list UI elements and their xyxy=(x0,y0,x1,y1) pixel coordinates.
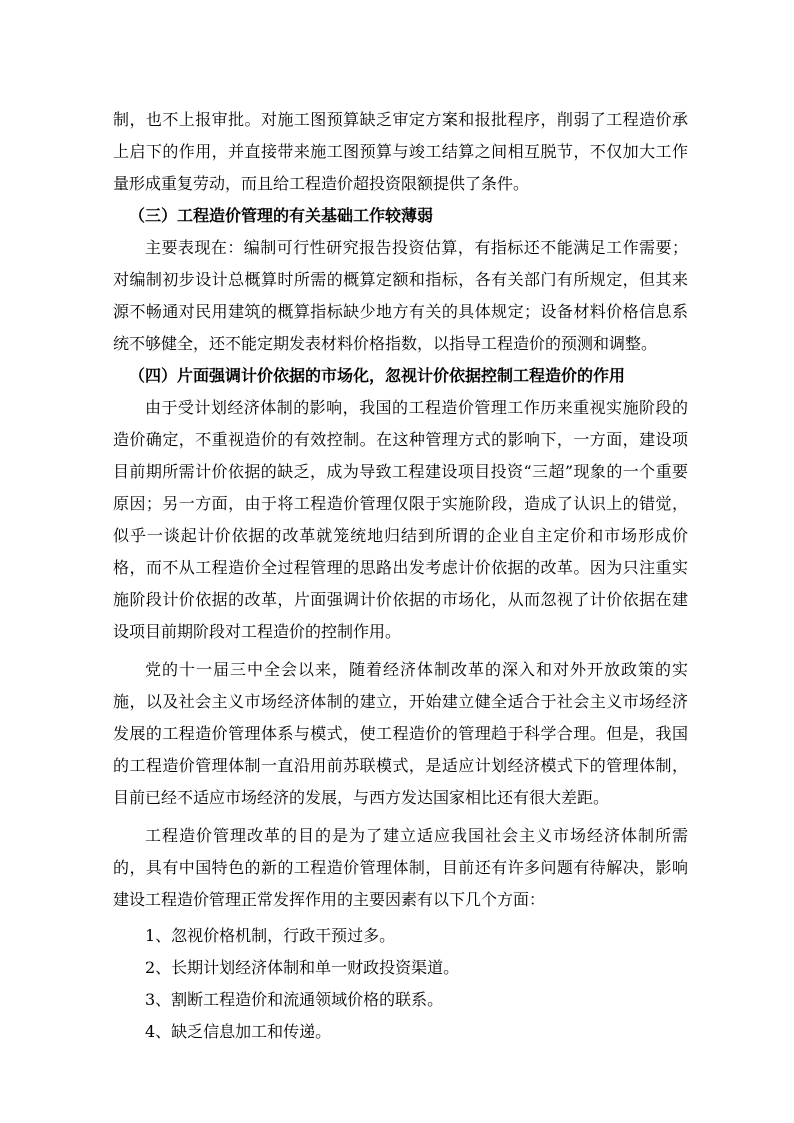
list-item-2: 2、长期计划经济体制和单一财政投资渠道。 xyxy=(145,958,460,977)
paragraph-continuation: 制，也不上报审批。对施工图预算缺乏审定方案和报批程序，削弱了工程造价承上启下的作用，并直接带来施工图预算与竣工结算之间相互脱节，不仅加大工作量形成重复劳动，而且给工程造价超投资限额提供了条件。 xyxy=(113,110,688,193)
paragraph-body: 工程造价管理改革的目的是为了建立适应我国社会主义市场经济体制所需的，具有中国特色的新的工程造价管理体制，目前还有许多问题有待解决，影响建设工程造价管理正常发挥作用的主要因素有以下几个方面： xyxy=(113,826,688,909)
document-body xyxy=(113,104,688,1048)
paragraph-body: 主要表现在：编制可行性研究报告投资估算，有指标还不能满足工作需要；对编制初步设计总概算时所需的概算定额和指标，各有关部门有所规定，但其来源不畅通对民用建筑的概算指标缺少地方有关的具体规定；设备材料价格信息系统不够健全，还不能定期发表材料价格指数，以指导工程造价的预测和调整。 xyxy=(113,238,688,353)
paragraph-body: 由于受计划经济体制的影响，我国的工程造价管理工作历来重视实施阶段的造价确定，不重视造价的有效控制。在这种管理方式的影响下，一方面，建设项目前期所需计价依据的缺乏，成为导致工程建设项目投资“三超”现象的一个重要原因；另一方面，由于将工程造价管理仅限于实施阶段，造成了认识上的错觉，似乎一谈起计价依据的改革就笼统地归结到所谓的企业自主定价和市场形成价格，而不从工程造价全过程管理的思路出发考虑计价依据的改革。因为只注重实施阶段计价依据的改革，片面强调计价依据的市场化，从而忽视了计价依据在建设项目前期阶段对工程造价的控制作用。 xyxy=(113,398,688,641)
list-item-4: 4、缺乏信息加工和传递。 xyxy=(145,1022,332,1041)
list-item-3: 3、割断工程造价和流通领域价格的联系。 xyxy=(145,990,444,1009)
section-heading-3: （三）工程造价管理的有关基础工作较薄弱 xyxy=(129,206,434,225)
paragraph-body: 党的十一届三中全会以来，随着经济体制改革的深入和对外开放政策的实施，以及社会主义市场经济体制的建立，开始建立健全适合于社会主义市场经济发展的工程造价管理体系与模式，使工程造价的管理趋于科学合理。但是，我国的工程造价管理体制一直沿用前苏联模式，是适应计划经济模式下的管理体制，目前已经不适应市场经济的发展，与西方发达国家相比还有很大差距。 xyxy=(113,660,688,807)
list-item-1: 1、忽视价格机制，行政干预过多。 xyxy=(145,926,396,945)
section-heading-4: （四）片面强调计价依据的市场化，忽视计价依据控制工程造价的作用 xyxy=(129,366,626,385)
